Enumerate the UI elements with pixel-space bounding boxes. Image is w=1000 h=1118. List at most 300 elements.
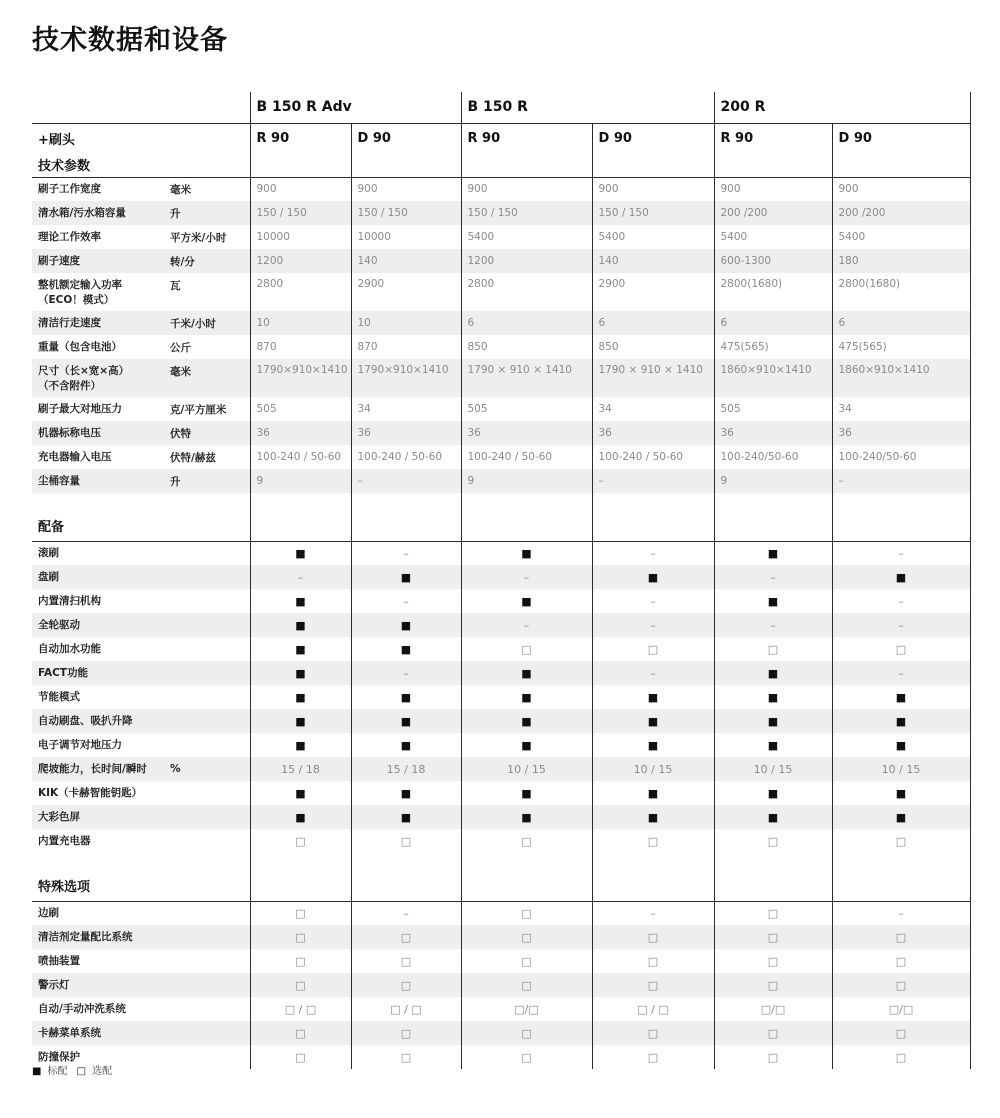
cell-value: ■ <box>461 733 592 757</box>
row-unit <box>164 637 250 661</box>
row-label-text: 电子调节对地压力 <box>38 738 122 751</box>
cell-value: 5400 <box>592 225 714 249</box>
cell-value: 150 / 150 <box>461 201 592 225</box>
cell-value: □ <box>250 829 351 853</box>
cell-value: □ <box>250 901 351 925</box>
row-label <box>32 359 164 397</box>
cell-value: 870 <box>351 335 461 359</box>
brush-head: R 90 <box>250 123 351 153</box>
row-label-text: 边刷 <box>38 906 59 919</box>
row-unit <box>164 661 250 685</box>
cell-value: □ <box>461 1045 592 1069</box>
row-label-text: 全轮驱动 <box>38 618 80 631</box>
cell-value: – <box>592 613 714 637</box>
row-label <box>32 177 164 201</box>
cell-value: 180 <box>832 249 970 273</box>
row-label <box>32 397 164 421</box>
row-label-text: 重量（包含电池） <box>38 340 122 353</box>
row-unit: % <box>164 757 250 781</box>
cell-value: 140 <box>592 249 714 273</box>
table-row <box>32 973 970 997</box>
cell-value: 900 <box>832 177 970 201</box>
cell-value: ■ <box>351 565 461 589</box>
section-spacer <box>714 853 832 901</box>
row-unit: 升 <box>164 201 250 225</box>
cell-value: □ <box>250 1045 351 1069</box>
table-row <box>32 541 970 565</box>
cell-value: 1860×910×1410 <box>832 359 970 397</box>
cell-value: 5400 <box>461 225 592 249</box>
cell-value: 2900 <box>592 273 714 311</box>
cell-value: □ <box>714 973 832 997</box>
cell-value: 505 <box>714 397 832 421</box>
cell-value: □ <box>832 949 970 973</box>
row-unit: 升 <box>164 469 250 493</box>
row-label-text: 滚刷 <box>38 546 59 559</box>
cell-value: 34 <box>351 397 461 421</box>
cell-value: □ <box>461 973 592 997</box>
row-label <box>32 805 164 829</box>
cell-value: □ <box>592 925 714 949</box>
cell-value: 5400 <box>832 225 970 249</box>
cell-value: ■ <box>714 661 832 685</box>
cell-value: – <box>592 661 714 685</box>
model-b150r-adv: B 150 R Adv <box>250 92 461 123</box>
cell-value: – <box>592 541 714 565</box>
row-label-text: 大彩色屏 <box>38 810 80 823</box>
cell-value: ■ <box>714 781 832 805</box>
cell-value: □ <box>592 829 714 853</box>
cell-value: 1200 <box>250 249 351 273</box>
cell-value: ■ <box>351 637 461 661</box>
row-label-text: 自动加水功能 <box>38 642 101 655</box>
spec-table-body <box>32 92 970 1069</box>
cell-value: 900 <box>461 177 592 201</box>
cell-value: □ <box>250 973 351 997</box>
cell-value: □/□ <box>832 997 970 1021</box>
row-label-text: 理论工作效率 <box>38 230 101 243</box>
cell-value: 6 <box>592 311 714 335</box>
row-unit <box>164 901 250 925</box>
table-row <box>32 829 970 853</box>
cell-value: – <box>592 469 714 493</box>
cell-value: 140 <box>351 249 461 273</box>
cell-value: ■ <box>592 733 714 757</box>
cell-value: ■ <box>714 589 832 613</box>
cell-value: ■ <box>351 805 461 829</box>
cell-value: ■ <box>250 541 351 565</box>
section-spacer <box>250 853 351 901</box>
cell-value: ■ <box>832 685 970 709</box>
cell-value: – <box>592 589 714 613</box>
cell-value: □ <box>250 1021 351 1045</box>
cell-value: 10000 <box>250 225 351 249</box>
cell-value: 100-240 / 50-60 <box>461 445 592 469</box>
cell-value: □ <box>714 1045 832 1069</box>
cell-value: 1860×910×1410 <box>714 359 832 397</box>
brush-head: D 90 <box>592 123 714 153</box>
cell-value: – <box>714 565 832 589</box>
section-spacer <box>351 853 461 901</box>
brush-head: R 90 <box>714 123 832 153</box>
row-label-text: 清洁剂定量配比系统 <box>38 930 133 943</box>
cell-value: – <box>592 901 714 925</box>
row-label <box>32 541 164 565</box>
cell-value: 15 / 18 <box>351 757 461 781</box>
section-equip <box>32 493 970 541</box>
cell-value: ■ <box>592 709 714 733</box>
legend <box>32 1062 118 1077</box>
cell-value: ■ <box>250 709 351 733</box>
cell-value: 9 <box>714 469 832 493</box>
legend-option-label: 选配 <box>92 1066 113 1077</box>
cell-value: ■ <box>832 709 970 733</box>
row-unit: 公斤 <box>170 341 191 354</box>
row-label <box>32 829 164 853</box>
row-unit <box>164 949 250 973</box>
cell-value: 10 <box>250 311 351 335</box>
cell-value: 10 / 15 <box>592 757 714 781</box>
cell-value: ■ <box>461 541 592 565</box>
cell-value: □ <box>351 949 461 973</box>
cell-value: □ <box>832 637 970 661</box>
cell-value: 10 / 15 <box>461 757 592 781</box>
row-label-text: 刷子工作宽度 <box>38 182 101 195</box>
row-unit <box>164 1021 250 1045</box>
cell-value: 36 <box>714 421 832 445</box>
section-spacer <box>592 493 714 541</box>
cell-value: ■ <box>351 685 461 709</box>
table-row <box>32 613 970 637</box>
row-label <box>32 311 164 335</box>
section-tech <box>32 153 970 177</box>
cell-value: □ <box>714 925 832 949</box>
cell-value: ■ <box>461 661 592 685</box>
cell-value: 200 /200 <box>832 201 970 225</box>
row-unit <box>164 925 250 949</box>
cell-value: 1790×910×1410 <box>250 359 351 397</box>
row-label <box>32 469 164 493</box>
cell-value: ■ <box>250 637 351 661</box>
cell-value: □ <box>461 829 592 853</box>
row-unit: 转/分 <box>164 249 250 273</box>
section-spacer <box>832 853 970 901</box>
cell-value: ■ <box>250 805 351 829</box>
cell-value: □ <box>592 637 714 661</box>
row-unit: 千米/小时 <box>164 311 250 335</box>
cell-value: 2800 <box>250 273 351 311</box>
cell-value: □ <box>461 1021 592 1045</box>
section-spacer <box>714 493 832 541</box>
cell-value: □/□ <box>461 997 592 1021</box>
cell-value: 1790 × 910 × 1410 <box>592 359 714 397</box>
table-row <box>32 901 970 925</box>
cell-value: 900 <box>250 177 351 201</box>
model-header-row <box>32 92 970 123</box>
cell-value: – <box>351 541 461 565</box>
row-label-text: 刷子最大对地压力 <box>38 402 122 415</box>
cell-value: ■ <box>714 805 832 829</box>
cell-value: 600-1300 <box>714 249 832 273</box>
cell-value: ■ <box>250 781 351 805</box>
cell-value: 1790 × 910 × 1410 <box>461 359 592 397</box>
cell-value: ■ <box>832 733 970 757</box>
row-label <box>32 925 164 949</box>
cell-value: – <box>832 541 970 565</box>
table-row <box>32 335 970 359</box>
cell-value: 850 <box>592 335 714 359</box>
cell-value: □ <box>351 1045 461 1069</box>
table-row <box>32 637 970 661</box>
cell-value: 34 <box>832 397 970 421</box>
cell-value: ■ <box>250 733 351 757</box>
cell-value: – <box>832 469 970 493</box>
row-label <box>32 901 164 925</box>
section-spacer <box>832 493 970 541</box>
cell-value: 1200 <box>461 249 592 273</box>
row-label <box>32 273 164 311</box>
cell-value: □ <box>832 973 970 997</box>
cell-value: 36 <box>351 421 461 445</box>
cell-value: □ <box>592 1021 714 1045</box>
cell-value: ■ <box>714 685 832 709</box>
row-label-text: 机器标称电压 <box>38 426 101 439</box>
cell-value: □ <box>714 637 832 661</box>
brush-head-row <box>32 123 970 153</box>
row-label-text: 内置清扫机构 <box>38 594 101 607</box>
option-icon: □ <box>76 1066 87 1077</box>
cell-value: ■ <box>832 781 970 805</box>
cell-value: – <box>832 661 970 685</box>
table-row <box>32 1021 970 1045</box>
cell-value: □ <box>461 637 592 661</box>
cell-value: 200 /200 <box>714 201 832 225</box>
cell-value: – <box>351 469 461 493</box>
cell-value: □ <box>832 925 970 949</box>
cell-value: ■ <box>714 709 832 733</box>
cell-value: – <box>832 901 970 925</box>
cell-value: 6 <box>461 311 592 335</box>
brush-head: D 90 <box>832 123 970 153</box>
section-spacer <box>351 493 461 541</box>
cell-value: 150 / 150 <box>592 201 714 225</box>
cell-value: □ <box>351 973 461 997</box>
row-label <box>32 445 164 469</box>
cell-value: □ <box>461 901 592 925</box>
row-label <box>32 589 164 613</box>
cell-value: ■ <box>592 565 714 589</box>
row-label-text: 节能模式 <box>38 690 80 703</box>
row-label-text: 尘桶容量 <box>38 474 80 487</box>
row-unit <box>164 805 250 829</box>
cell-value: ■ <box>461 805 592 829</box>
cell-value: 100-240 / 50-60 <box>250 445 351 469</box>
cell-value: 10 / 15 <box>832 757 970 781</box>
cell-value: – <box>461 613 592 637</box>
cell-value: 505 <box>461 397 592 421</box>
cell-value: 2800(1680) <box>832 273 970 311</box>
cell-value: 150 / 150 <box>351 201 461 225</box>
row-label-text: 卡赫菜单系统 <box>38 1026 101 1039</box>
row-label <box>32 637 164 661</box>
cell-value: ■ <box>351 613 461 637</box>
cell-value: 15 / 18 <box>250 757 351 781</box>
row-label <box>32 733 164 757</box>
row-unit: 平方米/小时 <box>170 231 227 244</box>
row-unit <box>164 973 250 997</box>
cell-value: □ <box>592 949 714 973</box>
row-label <box>32 685 164 709</box>
table-row <box>32 949 970 973</box>
cell-value: □ <box>592 1045 714 1069</box>
table-row <box>32 997 970 1021</box>
row-label <box>32 949 164 973</box>
cell-value: – <box>461 565 592 589</box>
cell-value: ■ <box>592 685 714 709</box>
row-unit <box>164 781 250 805</box>
cell-value: □/□ <box>714 997 832 1021</box>
cell-value: 36 <box>592 421 714 445</box>
row-label <box>32 781 164 805</box>
cell-value: 36 <box>461 421 592 445</box>
cell-value: 850 <box>461 335 592 359</box>
row-label <box>32 709 164 733</box>
model-b150r: B 150 R <box>461 92 714 123</box>
row-label <box>32 249 164 273</box>
cell-value: □ / □ <box>250 997 351 1021</box>
cell-value: 6 <box>832 311 970 335</box>
table-row <box>32 565 970 589</box>
row-label-note: （不含附件） <box>38 380 101 392</box>
row-unit: 毫米 <box>170 183 191 196</box>
row-label-text: FACT功能 <box>38 666 88 679</box>
section-spacer <box>250 493 351 541</box>
section-spacer <box>461 493 592 541</box>
cell-value: ■ <box>461 589 592 613</box>
row-unit <box>164 829 250 853</box>
model-200r: 200 R <box>714 92 970 123</box>
cell-value: 150 / 150 <box>250 201 351 225</box>
table-row <box>32 805 970 829</box>
cell-value: □ <box>592 973 714 997</box>
row-label-text: 清水箱/污水箱容量 <box>38 206 126 219</box>
table-row <box>32 781 970 805</box>
cell-value: – <box>832 613 970 637</box>
row-label-text: 喷抽装置 <box>38 954 80 967</box>
cell-value: □ <box>351 925 461 949</box>
cell-value: 100-240 / 50-60 <box>351 445 461 469</box>
row-unit: 伏特/赫兹 <box>170 451 216 464</box>
table-row <box>32 685 970 709</box>
cell-value: ■ <box>250 589 351 613</box>
cell-value: □ <box>250 949 351 973</box>
cell-value: – <box>714 613 832 637</box>
table-row <box>32 177 970 201</box>
cell-value: 10 / 15 <box>714 757 832 781</box>
cell-value: – <box>250 565 351 589</box>
cell-value: ■ <box>714 733 832 757</box>
row-label-text: 自动/手动冲洗系统 <box>38 1002 126 1015</box>
cell-value: ■ <box>351 733 461 757</box>
cell-value: ■ <box>832 805 970 829</box>
cell-value: 870 <box>250 335 351 359</box>
cell-value: ■ <box>592 805 714 829</box>
standard-icon: ■ <box>32 1066 42 1077</box>
cell-value: 36 <box>250 421 351 445</box>
cell-value: 9 <box>250 469 351 493</box>
cell-value: 900 <box>714 177 832 201</box>
cell-value: 10 <box>351 311 461 335</box>
table-row <box>32 589 970 613</box>
row-unit <box>164 589 250 613</box>
table-row <box>32 661 970 685</box>
cell-value: □ <box>714 829 832 853</box>
section-spacer <box>461 853 592 901</box>
cell-value: 900 <box>592 177 714 201</box>
cell-value: 2800 <box>461 273 592 311</box>
cell-value: 475(565) <box>714 335 832 359</box>
cell-value: 100-240/50-60 <box>832 445 970 469</box>
cell-value: □ <box>832 1021 970 1045</box>
cell-value: ■ <box>461 685 592 709</box>
row-label <box>32 661 164 685</box>
cell-value: ■ <box>592 781 714 805</box>
legend-standard-label: 标配 <box>47 1066 68 1077</box>
cell-value: □ <box>351 829 461 853</box>
cell-value: ■ <box>250 685 351 709</box>
cell-value: ■ <box>461 781 592 805</box>
row-label-text: 盘刷 <box>38 570 59 583</box>
row-label-text: 自动刷盘、吸扒升降 <box>38 714 133 727</box>
row-label <box>32 613 164 637</box>
row-label <box>32 997 164 1021</box>
table-row <box>32 757 970 781</box>
table-row <box>32 225 970 249</box>
row-unit <box>164 613 250 637</box>
table-row <box>32 273 970 311</box>
row-label-text: 清洁行走速度 <box>38 316 101 329</box>
cell-value: □ <box>832 1045 970 1069</box>
cell-value: ■ <box>832 565 970 589</box>
row-unit <box>164 565 250 589</box>
cell-value: ■ <box>250 661 351 685</box>
cell-value: – <box>832 589 970 613</box>
row-label-text: 内置充电器 <box>38 834 91 847</box>
table-row <box>32 311 970 335</box>
row-unit: 伏特 <box>164 421 250 445</box>
cell-value: ■ <box>714 541 832 565</box>
brush-head: R 90 <box>461 123 592 153</box>
cell-value: 36 <box>832 421 970 445</box>
section-title: 配备 <box>32 493 250 541</box>
table-row <box>32 1045 970 1069</box>
cell-value: – <box>351 661 461 685</box>
row-label <box>32 421 164 445</box>
row-unit: 毫米 <box>164 359 250 397</box>
section-title: 特殊选项 <box>32 853 250 901</box>
cell-value: □ <box>461 949 592 973</box>
cell-value: – <box>351 589 461 613</box>
table-row <box>32 249 970 273</box>
row-label <box>32 1021 164 1045</box>
cell-value: 9 <box>461 469 592 493</box>
row-label-text: 爬坡能力，长时间/瞬时 <box>38 762 147 775</box>
cell-value: □ <box>714 901 832 925</box>
cell-value: □ <box>832 829 970 853</box>
row-label-text: KIK（卡赫智能钥匙） <box>38 786 143 799</box>
cell-value: 2800(1680) <box>714 273 832 311</box>
section-spacer <box>592 853 714 901</box>
